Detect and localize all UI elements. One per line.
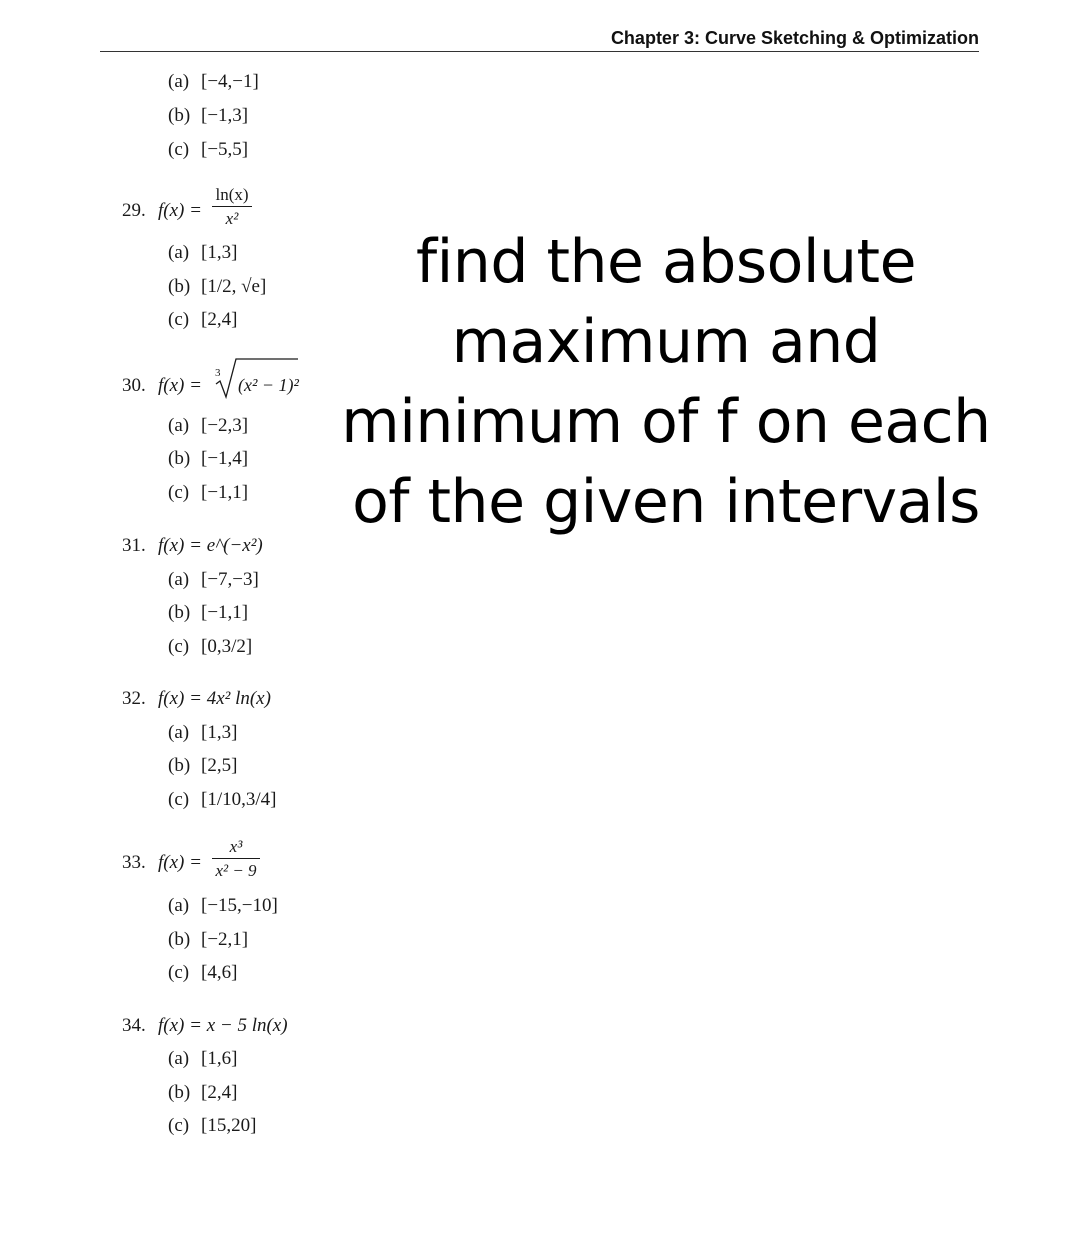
function-expression: f(x) = x − 5 ln(x) <box>158 1015 288 1036</box>
problem-number: 34. <box>122 1015 146 1036</box>
function-lhs: f(x) = <box>158 852 202 873</box>
function-expression: f(x) = e^(−x²) <box>158 535 263 556</box>
fraction-bar <box>212 206 252 207</box>
function-lhs: f(x) = <box>158 200 202 221</box>
instruction-overlay <box>330 222 1002 542</box>
fraction-numerator: x³ <box>229 837 243 856</box>
list-item: (a) [1,3] <box>168 242 238 263</box>
function-expression: f(x) = 4x² ln(x) <box>158 688 271 709</box>
list-item: (b) [−2,1] <box>168 929 249 950</box>
list-item: (c) [−5,5] <box>168 139 249 160</box>
fraction <box>212 838 260 879</box>
list-item: (c) [1/10,3/4] <box>168 789 277 810</box>
fraction-bar <box>212 858 260 859</box>
list-item: (b) [2,5] <box>168 755 238 776</box>
radicand: (x² − 1)² <box>238 375 299 395</box>
problem-number: 32. <box>122 688 146 709</box>
fraction-denominator: x² <box>225 209 239 228</box>
list-item: (a) [1,6] <box>168 1048 238 1069</box>
function-lhs: f(x) = <box>158 375 202 396</box>
list-item: (c) [2,4] <box>168 309 238 330</box>
list-item: (b) [−1,1] <box>168 602 249 623</box>
list-item: (b) [1/2, √e] <box>168 276 267 297</box>
problem-number: 29. <box>122 200 146 221</box>
list-item: (a) [−7,−3] <box>168 569 259 590</box>
list-item: (b) [−1,3] <box>168 105 249 126</box>
list-item: (a) [−15,−10] <box>168 895 278 916</box>
list-item: (b) [2,4] <box>168 1082 238 1103</box>
instruction-line: maximum and <box>451 307 881 377</box>
instruction-line: find the absolute <box>416 227 916 297</box>
list-item: (c) [4,6] <box>168 962 238 983</box>
chapter-header: Chapter 3: Curve Sketching & Optimization <box>610 28 979 48</box>
list-item: (a) [−4,−1] <box>168 71 259 92</box>
problem-number: 31. <box>122 535 146 556</box>
list-item: (a) [1,3] <box>168 722 238 743</box>
list-item: (c) [15,20] <box>168 1115 257 1136</box>
fraction-numerator: ln(x) <box>215 185 249 204</box>
fraction-denominator: x² − 9 <box>215 861 257 880</box>
problem-number: 30. <box>122 375 146 396</box>
root-index: 3 <box>215 367 221 379</box>
instruction-line: of the given intervals <box>352 467 980 537</box>
header-divider <box>100 51 979 52</box>
problem-number: 33. <box>122 852 146 873</box>
list-item: (b) [−1,4] <box>168 448 249 469</box>
fraction <box>212 186 252 227</box>
list-item: (c) [0,3/2] <box>168 636 253 657</box>
instruction-line: minimum of f on each <box>341 387 991 457</box>
list-item: (c) [−1,1] <box>168 482 249 503</box>
list-item: (a) [−2,3] <box>168 415 249 436</box>
